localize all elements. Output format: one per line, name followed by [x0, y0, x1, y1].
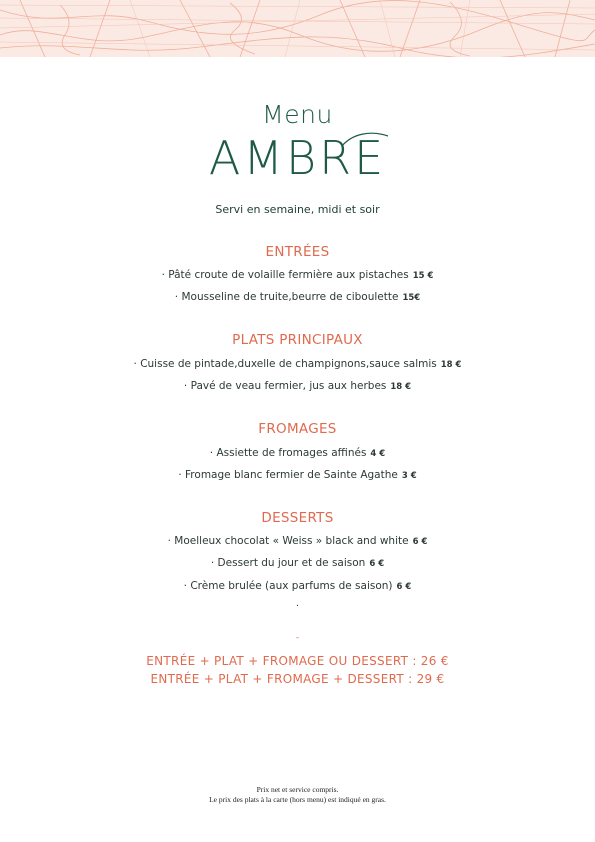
menu-item-price: 4 €: [370, 449, 386, 459]
menu-item-text: · Pavé de veau fermier, jus aux herbes: [183, 380, 387, 392]
menu-title-small: Menu: [262, 100, 333, 129]
menu-subtitle: Servi en semaine, midi et soir: [215, 203, 380, 216]
menu-item-price: 18 €: [390, 382, 412, 392]
menu-item-price: 3 €: [401, 471, 417, 481]
section-title-fromages: FROMAGES: [258, 421, 337, 437]
formula-price-line: ENTRÉE + PLAT + FROMAGE OU DESSERT : 26 €: [146, 654, 449, 668]
footnote-line: Le prix des plats à la carte (hors menu) est indiqué en gras.: [209, 795, 386, 804]
menu-item: [0, 291, 595, 303]
menu-item-price: 15 €: [412, 271, 434, 281]
menu-item-text: · Mousseline de truite,beurre de ciboulette: [174, 291, 399, 303]
menu-item-price: 18 €: [440, 360, 462, 370]
menu-item-text: · Crème brulée (aux parfums de saison): [183, 580, 393, 592]
menu-title-ambre: AMBRE: [208, 131, 387, 185]
separator-bullet: ·: [295, 601, 300, 612]
menu-item: [0, 358, 595, 370]
menu-item: [0, 557, 595, 569]
menu-item: [0, 469, 595, 481]
title-swash-ornament: [340, 128, 390, 148]
separator-dash: -: [295, 633, 300, 643]
menu-item: [0, 380, 595, 392]
menu-item-price: 6 €: [369, 559, 385, 569]
section-title-plats-principaux: PLATS PRINCIPAUX: [232, 332, 363, 348]
decorative-map-banner: [0, 0, 595, 57]
menu-item-price: 15€: [402, 293, 421, 303]
menu-item-text: · Pâté croute de volaille fermière aux pistaches: [161, 269, 409, 281]
menu-item-text: · Dessert du jour et de saison: [210, 557, 366, 569]
formula-price-line: ENTRÉE + PLAT + FROMAGE + DESSERT : 29 €: [150, 672, 445, 686]
menu-item-text: · Cuisse de pintade,duxelle de champignons,sauce salmis: [133, 358, 437, 370]
menu-item-text: · Moelleux chocolat « Weiss » black and white: [167, 535, 409, 547]
section-title-entrees: ENTRÉES: [265, 244, 330, 260]
footnote-line: Prix net et service compris.: [256, 785, 339, 794]
menu-item-text: · Fromage blanc fermier de Sainte Agathe: [178, 469, 398, 481]
menu-item: [0, 269, 595, 281]
menu-item-price: 6 €: [396, 582, 412, 592]
menu-item: [0, 447, 595, 459]
menu-item: [0, 580, 595, 592]
menu-item-text: · Assiette de fromages affinés: [209, 447, 367, 459]
section-title-desserts: DESSERTS: [261, 510, 334, 526]
menu-item-price: 6 €: [412, 537, 428, 547]
menu-item: [0, 535, 595, 547]
